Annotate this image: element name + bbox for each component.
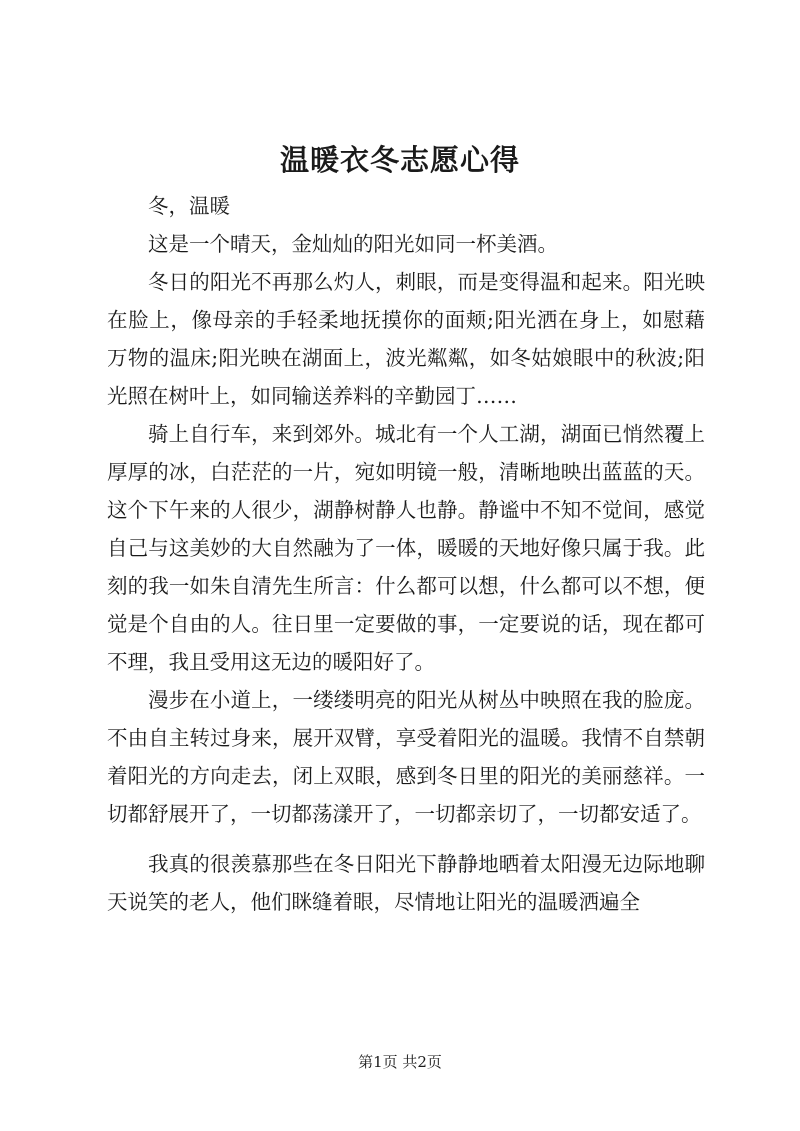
paragraph-2: 这是一个晴天，金灿灿的阳光如同一杯美酒。	[148, 232, 558, 256]
paragraph-1: 冬，温暖	[148, 194, 230, 218]
paragraph-6: 我真的很羡慕那些在冬日阳光下静静地晒着太阳漫无边际地聊天说笑的老人，他们眯缝着眼，尽情地让阳光的温暖洒遍全	[107, 852, 705, 914]
paragraph-3: 冬日的阳光不再那么灼人，刺眼，而是变得温和起来。阳光映在脸上，像母亲的手轻柔地抚摸你的面颊;阳光洒在身上，如慰藉万物的温床;阳光映在湖面上，波光粼粼，如冬姑娘眼中的秋波;阳光照在树叶上，如同输送养料的辛勤园丁……	[107, 270, 705, 408]
paragraph-4: 骑上自行车，来到郊外。城北有一个人工湖，湖面已悄然覆上厚厚的冰，白茫茫的一片，宛如明镜一般，清晰地映出蓝蓝的天。这个下午来的人很少，湖静树静人也静。静谧中不知不觉间，感觉自己与这美妙的大自然融为了一体，暖暖的天地好像只属于我。此刻的我一如朱自清先生所言：什么都可以想，什么都可以不想，便觉是个自由的人。往日里一定要做的事，一定要说的话，现在都可不理，我且受用这无边的暖阳好了。	[107, 422, 705, 674]
document-title: 温暖衣冬志愿心得	[279, 143, 520, 177]
document-body	[107, 187, 705, 921]
paragraph-5: 漫步在小道上，一缕缕明亮的阳光从树丛中映照在我的脸庞。不由自主转过身来，展开双臂，享受着阳光的温暖。我情不自禁朝着阳光的方向走去，闭上双眼，感到冬日里的阳光的美丽慈祥。一切都舒展开了，一切都荡漾开了，一切都亲切了，一切都安适了。	[107, 688, 705, 826]
page-number-footer: 第1页 共2页	[358, 1053, 442, 1071]
